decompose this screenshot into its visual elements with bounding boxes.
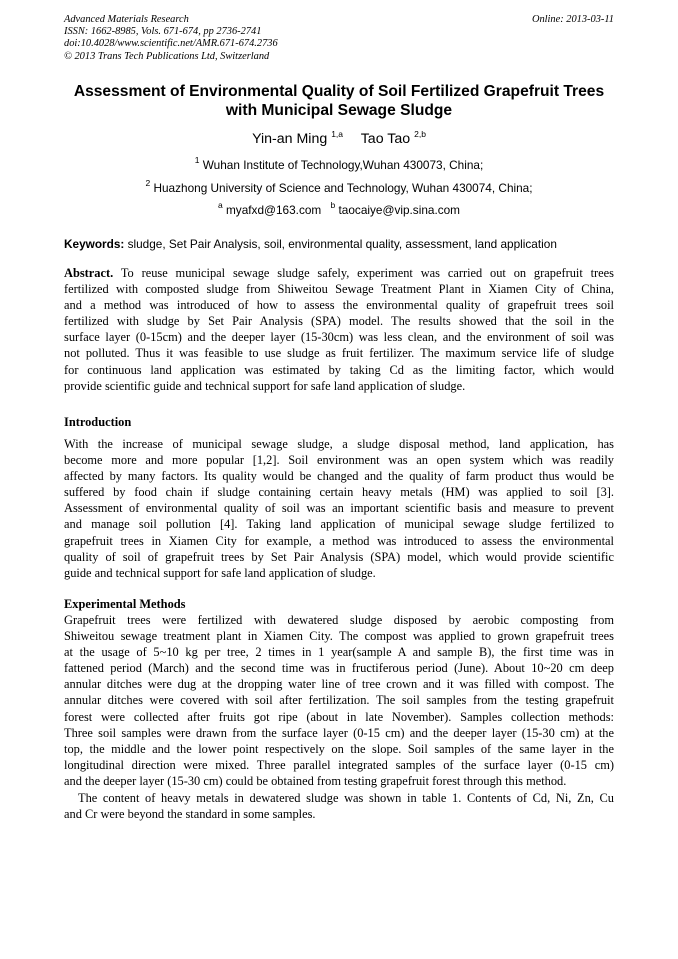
affiliation-1-text: Wuhan Institute of Technology,Wuhan 430073, China; xyxy=(202,158,484,172)
email-b-mark: b xyxy=(330,200,336,210)
experimental-line: annular ditches were covered with soil after fertilization. The soil samples from the testing grapefruit xyxy=(64,693,614,708)
introduction-line: become more and more popular [1,2]. Soil environment was an open system which was readily xyxy=(64,453,614,468)
experimental-line: fattened period (March) and the second time was in fructiferous period (June). About 10~20 cm deep xyxy=(64,661,614,676)
abstract-line: for continuous land application was estimated by taking Cd as the limiting factor, which would xyxy=(64,362,614,377)
abstract-line: and a method was introduced of how to assess the environmental quality of grapefruit trees soil xyxy=(64,298,614,313)
author-1: Yin-an Ming xyxy=(252,131,328,147)
introduction-line: suffered by food chain if sludge containing certain heavy metals (HM) was applied to soil [3]. xyxy=(64,485,614,500)
introduction-line: guide and technical support for safe land application of sludge. xyxy=(64,565,376,580)
affiliation-1-mark: 1 xyxy=(194,155,200,165)
affiliation-2-text: Huazhong University of Science and Technology, Wuhan 430074, China; xyxy=(153,181,533,195)
journal-header xyxy=(64,14,278,63)
experimental-line: and the deeper layer (15-30 cm) could be obtained from testing grapefruit forest through this method. xyxy=(64,773,567,788)
experimental-line: top, the middle and the lower point respectively on the slope. Soil samples of the same layer in the xyxy=(64,741,614,756)
keywords xyxy=(64,237,624,251)
title-line-2: with Municipal Sewage Sludge xyxy=(225,102,453,119)
affiliation-2-mark: 2 xyxy=(145,178,151,188)
experimental-line: forest were collected after fruits got ripe (about in late November). Samples collection methods: xyxy=(64,709,614,724)
experimental-methods-heading: Experimental Methods xyxy=(64,597,186,611)
paper-title xyxy=(50,82,628,120)
heavy-metals-paragraph xyxy=(64,790,614,822)
introduction-body xyxy=(64,436,614,581)
experimental-line: longitudinal direction were mixed. Three parallel integrated samples of the surface layer (0-15 cm) xyxy=(64,757,614,772)
email-line xyxy=(0,200,678,217)
author-1-affiliation-mark: 1,a xyxy=(331,129,344,139)
introduction-line: Assessment of environmental quality of soil was an important scientific basis and measure to prevent xyxy=(64,501,614,516)
introduction-line: grapefruit trees in Xiamen City for example, a method was introduced to assess the environmental xyxy=(64,533,614,548)
issn-line: ISSN: 1662-8985, Vols. 671-674, pp 2736-2741 xyxy=(64,26,262,38)
introduction-heading: Introduction xyxy=(64,415,132,429)
heavy-metals-line: and Cr were beyond the standard in some samples. xyxy=(64,807,316,822)
experimental-line: Shiweitou sewage treatment plant in Xiamen City. The compost was applied to grown grapefruit trees xyxy=(64,629,614,644)
abstract-line: surface layer (0-15cm) and the deeper layer (15-30cm) was less clean, and the environment of soil was xyxy=(64,330,614,345)
email-a-mark: a xyxy=(217,200,223,210)
abstract-label: Abstract. xyxy=(64,266,114,280)
email-b: taocaiye@vip.sina.com xyxy=(338,203,461,217)
experimental-line: annular ditches were dug at the dropping water line of tree crown and it was filled with compost. The xyxy=(64,677,614,692)
affiliation-1 xyxy=(0,155,678,172)
online-date: Online: 2013-03-11 xyxy=(531,14,614,25)
introduction-line: With the increase of municipal sewage sludge, a sludge disposal method, land application, has xyxy=(64,437,614,451)
author-2: Tao Tao xyxy=(360,131,411,147)
abstract-line: fertilized with sludge by Set Pair Analysis (SPA) model. The results showed that the soil in the xyxy=(64,314,614,329)
abstract-line: provide scientific guide and technical support for safe land application of sludge. xyxy=(64,378,466,393)
email-a: myafxd@163.com xyxy=(225,203,322,217)
experimental-line: Three soil samples were drawn from the surface layer (0-15 cm) and the deeper layer (15-30 cm) at the xyxy=(64,725,614,740)
author-2-affiliation-mark: 2,b xyxy=(414,129,426,139)
author-list xyxy=(0,130,678,148)
abstract xyxy=(64,265,614,394)
copyright-line: © 2013 Trans Tech Publications Ltd, Switzerland xyxy=(64,50,270,62)
abstract-line: To reuse municipal sewage sludge safely, experiment was carried out on grapefruit trees xyxy=(120,266,615,280)
abstract-line: not polluted. Thus it was feasible to use sludge as fruit fertilizer. The maximum service life of sludge xyxy=(64,346,614,361)
title-line-1: Assessment of Environmental Quality of Soil Fertilized Grapefruit Trees xyxy=(73,83,605,100)
experimental-methods-body xyxy=(64,612,614,789)
affiliation-2 xyxy=(0,178,678,195)
introduction-line: and manage soil pollution [4]. Taking land application of municipal sewage sludge fertilized to xyxy=(64,517,614,532)
keywords-text: sludge, Set Pair Analysis, soil, environmental quality, assessment, land application xyxy=(127,237,557,251)
introduction-line: quality of soil of grapefruit trees by Set Pair Analysis (SPA) model, which would provide scientific xyxy=(64,549,614,564)
introduction-line: affected by many factors. Its quality would be changed and the quality of farm product thus would be xyxy=(64,469,614,484)
journal-name: Advanced Materials Research xyxy=(64,14,189,25)
experimental-line: Grapefruit trees were fertilized with dewatered sludge disposed by aerobic composting from xyxy=(64,613,614,627)
abstract-line: fertilized with composted sludge from Shiweitou Sewage Treatment Plant in Xiamen City of China, xyxy=(64,282,614,297)
keywords-label: Keywords: xyxy=(64,237,125,251)
heavy-metals-line: The content of heavy metals in dewatered sludge was shown in table 1. Contents of Cd, Ni, Zn, Cu xyxy=(78,791,614,805)
experimental-line: at the usage of 5~10 kg per tree, 2 times in 1 year(sample A and sample B), the first time was in xyxy=(64,645,614,660)
doi-line: doi:10.4028/www.scientific.net/AMR.671-674.2736 xyxy=(64,38,278,50)
